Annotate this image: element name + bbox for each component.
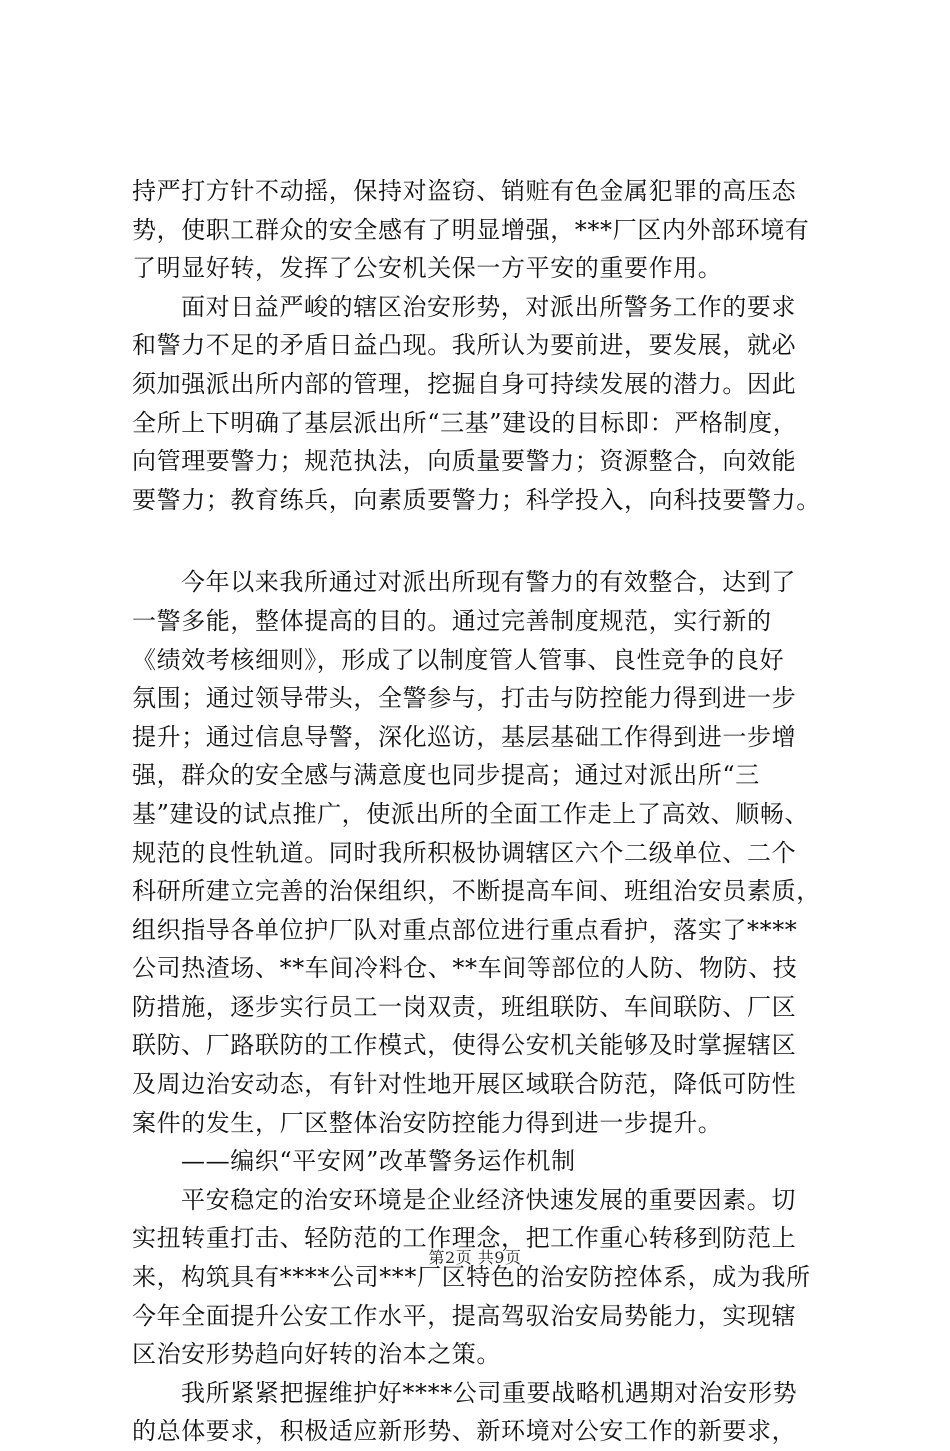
text-line: 今年以来我所通过对派出所现有警力的有效整合，达到了 [181,568,796,597]
text-line: 全所上下明确了基层派出所“三基”建设的目标即：严格制度， [132,408,798,437]
text-line: 一警多能，整体提高的目的。通过完善制度规范，实行新的 [132,606,772,635]
text-line: 和警力不足的矛盾日益凸现。我所认为要前进，要发展，就必 [132,331,797,360]
paragraph-1 [132,172,852,288]
text-line: 面对日益严峻的辖区治安形势，对派出所警务工作的要求 [181,292,796,321]
paragraph-spacer [132,519,852,563]
paragraph-5 [132,1181,852,1374]
text-line: 公司热渣场、**车间冷料仓、**车间等部位的人防、物防、技 [132,954,798,983]
text-line: 科研所建立完善的治保组织，不断提高车间、班组治安员素质， [132,877,821,906]
text-line: 联防、厂路联防的工作模式，使得公安机关能够及时掌握辖区 [132,1031,797,1060]
text-line: 要警力；教育练兵，向素质要警力；科学投入，向科技要警力。 [132,485,821,514]
text-line: 防措施，逐步实行员工一岗双责，班组联防、车间联防、厂区 [132,992,797,1021]
text-line: 向管理要警力；规范执法，向质量要警力；资源整合，向效能 [132,447,797,476]
text-line: 案件的发生，厂区整体治安防控能力得到进一步提升。 [132,1108,723,1137]
text-line: 组织指导各单位护厂队对重点部位进行重点看护，落实了**** [132,915,798,944]
text-line: 规范的良性轨道。同时我所积极协调辖区六个二级单位、二个 [132,838,797,867]
paragraph-3 [132,563,852,1142]
text-line: 了明显好转，发挥了公安机关保一方平安的重要作用。 [132,254,723,283]
text-line: 区治安形势趋向好转的治本之策。 [132,1340,501,1369]
text-line: 提升；通过信息导警，深化巡访，基层基础工作得到进一步增 [132,722,797,751]
paragraph-6 [132,1374,852,1451]
text-line: 的总体要求，积极适应新形势、新环境对公安工作的新要求， [132,1417,797,1446]
text-line: 氛围；通过领导带头，全警参与，打击与防控能力得到进一步 [132,684,797,713]
text-line: 今年全面提升公安工作水平，提高驾驭治安局势能力，实现辖 [132,1301,797,1330]
text-line: 《绩效考核细则》，形成了以制度管人管事、良性竞争的良好 [132,645,785,674]
section-heading [132,1142,852,1181]
paragraph-2 [132,288,852,520]
text-line: 基”建设的试点推广，使派出所的全面工作走上了高效、顺畅、 [132,799,810,828]
heading-line: ——编织“平安网”改革警务运作机制 [181,1147,576,1176]
text-line: 持严打方针不动摇，保持对盗窃、销赃有色金属犯罪的高压态 [132,177,797,205]
text-line: 来，构筑具有****公司***厂区特色的治安防控体系，成为我所 [132,1263,811,1292]
text-line: 我所紧紧把握维护好****公司重要战略机遇期对治安形势 [181,1378,798,1407]
text-line: 势，使职工群众的安全感有了明显增强，***厂区内外部环境有 [132,215,810,244]
text-line: 实扭转重打击、轻防范的工作理念，把工作重心转移到防范上 [132,1224,797,1253]
text-line: 强，群众的安全感与满意度也同步提高；通过对派出所“三 [132,761,760,790]
page-number: 第2页 共9页 [428,1248,522,1267]
text-line: 及周边治安动态，有针对性地开展区域联合防范，降低可防性 [132,1070,797,1099]
text-line: 须加强派出所内部的管理，挖掘自身可持续发展的潜力。因此 [132,369,797,398]
text-line: 平安稳定的治安环境是企业经济快速发展的重要因素。切 [181,1185,796,1214]
